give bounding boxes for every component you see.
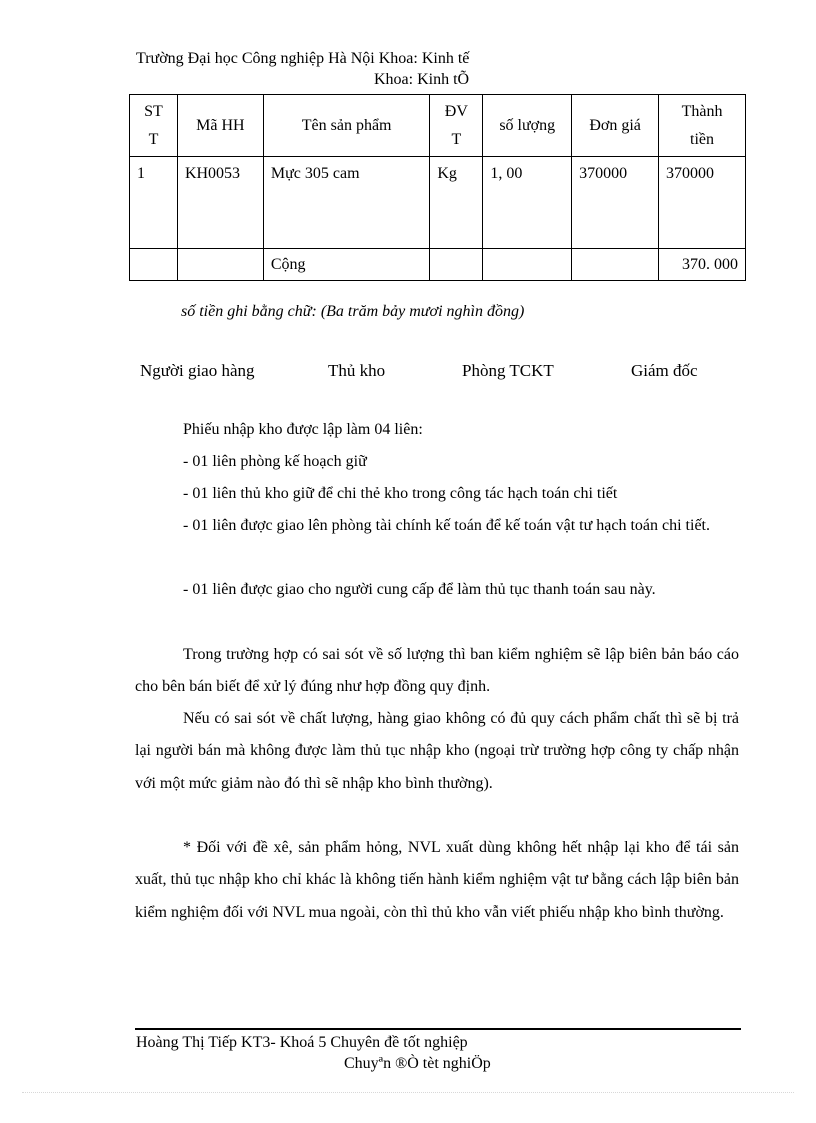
header-ten-san-pham: Tên sản phẩm [263, 95, 430, 157]
paragraph-intro: Phiếu nhập kho được lập làm 04 liên: [183, 421, 423, 438]
paragraph-quantity-error: Trong trường hợp có sai sót về số lượng thì ban kiểm nghiệm sẽ lập biên bản báo cáo cho bên bán biết để xử lý đúng như hợp đồng quy định. [135, 646, 739, 696]
cell-stt: 1 [130, 157, 178, 249]
table-header-row [130, 95, 746, 157]
cell-so-luong: 1, 00 [483, 157, 572, 249]
header-stt: ST T [130, 95, 178, 157]
total-empty-1 [130, 249, 178, 281]
signature-thu-kho: Thủ kho [328, 361, 386, 380]
list-item: - 01 liên phòng kế hoạch giữ [183, 453, 367, 470]
cell-ma-hh: KH0053 [177, 157, 263, 249]
paragraph-quality-error: Nếu có sai sót về chất lượng, hàng giao không có đủ quy cách phẩm chất thì sẽ bị trả lại người bán mà không được làm thủ tục nhập kho (ngoại trừ trường hợp công ty chấp nhận với một mức giảm nào đó thì sẽ nhập kho bình thường). [135, 710, 739, 792]
page-edge-divider [22, 1092, 794, 1093]
footer-author: Hoàng Thị Tiếp KT3- Khoá 5 Chuyên đề tốt nghiệp [136, 1034, 468, 1051]
header-ma-hh: Mã HH [177, 95, 263, 157]
table-row [130, 157, 746, 249]
header-thanh-tien: Thành tiền [659, 95, 746, 157]
total-empty-5 [572, 249, 659, 281]
total-empty-3 [430, 249, 483, 281]
total-empty-4 [483, 249, 572, 281]
list-item: - 01 liên được giao cho người cung cấp để làm thủ tục thanh toán sau này. [183, 581, 656, 598]
header-don-gia: Đơn giá [572, 95, 659, 157]
receipt-table [129, 94, 746, 281]
signature-giam-doc: Giám đốc [631, 361, 698, 380]
header-line-2: Khoa: Kinh tÕ [374, 71, 470, 88]
total-empty-2 [177, 249, 263, 281]
total-value: 370. 000 [659, 249, 746, 281]
total-label: Cộng [263, 249, 430, 281]
cell-thanh-tien: 370000 [659, 157, 746, 249]
cell-ten-san-pham: Mực 305 cam [263, 157, 430, 249]
paragraph-returned-materials: * Đối với đề xê, sản phẩm hỏng, NVL xuất dùng không hết nhập lại kho để tái sản xuất, thủ tục nhập kho chỉ khác là không tiến hành kiểm nghiệm vật tư bằng cách lập biên bản kiểm nghiệm đối với NVL mua ngoài, còn thì thủ kho vẫn viết phiếu nhập kho bình thường. [135, 839, 739, 921]
cell-don-gia: 370000 [572, 157, 659, 249]
table-total-row [130, 249, 746, 281]
signature-nguoi-giao-hang: Người giao hàng [140, 361, 255, 380]
header-line-1: Trường Đại học Công nghiệp Hà Nội Khoa: Kinh tế [136, 50, 470, 67]
footer-rule [135, 1028, 741, 1030]
header-so-luong: số lượng [483, 95, 572, 157]
list-item: - 01 liên thủ kho giữ để chi thẻ kho trong công tác hạch toán chi tiết [183, 485, 618, 502]
cell-dvt: Kg [430, 157, 483, 249]
signature-phong-tckt: Phòng TCKT [462, 361, 554, 380]
amount-in-words: số tiền ghi bằng chữ: (Ba trăm bảy mươi nghìn đồng) [181, 303, 525, 320]
footer-title: Chuyªn ®Ò tèt nghiÖp [344, 1055, 491, 1072]
list-item: - 01 liên được giao lên phòng tài chính kế toán để kế toán vật tư hạch toán chi tiết. [183, 517, 710, 534]
header-dvt: ĐV T [430, 95, 483, 157]
